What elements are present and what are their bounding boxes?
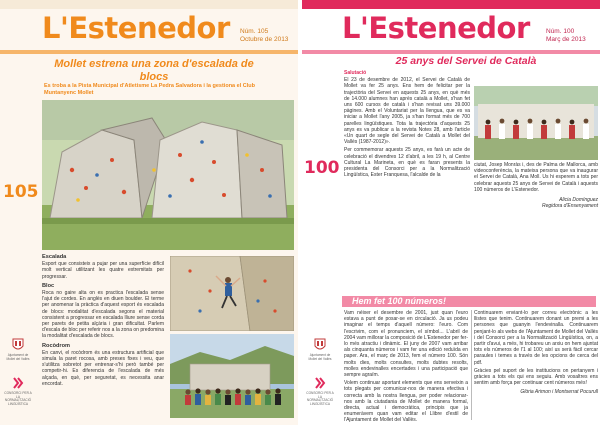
masthead: L'Estenedor [342, 11, 530, 45]
climber-photo [170, 256, 294, 331]
headline: 25 anys del Servei de Català [395, 55, 537, 67]
consorci-logo-icon [313, 376, 327, 390]
climbing-wall-illustration [42, 100, 294, 250]
title-bar [0, 50, 298, 54]
greeting-heading: Salutació [344, 70, 367, 76]
section-col-2-para-2: Gràcies pel suport de les institucions on pertanyem i gràcies a tots els qui ens seguiu. Amb vosaltres ens sentim amb força per continuar cent números més! [474, 367, 598, 387]
consorci-logo [4, 376, 32, 406]
ajuntament-logo [306, 338, 334, 361]
issue-info [546, 28, 586, 44]
signature-1-role: Regidora d'Ensenyament [542, 203, 598, 210]
section-col-2 [474, 310, 598, 396]
consorci-logo-line1: CONSORCI PER A [4, 391, 32, 395]
left-body-text [42, 254, 164, 389]
ajuntament-crest-icon [11, 338, 25, 352]
masthead: L'Estenedor [42, 11, 230, 45]
section-col-1-para-1: Vam néixer el desembre de 2001, just quan l'euro estava a punt de posar-se en circulació. Ja us podeu imaginar el temps d'aquell número: l'euro. Com l'escrivim, com el pronunciem, el símbol... L'abril de 2004 vam millorar la composició de L'Estenedor per fer-lo més atractiu i dinàmic. El juny de 2007 vam arribar als cinquanta números i vam fer una edició reduïda en paper. Ara, el març de 2013, fem el número 100. Són molts dies, molts consultes, molts dubtes resolts, molles endevinalles encertades i una participació que sempre agraïm. [344, 310, 468, 379]
headline: Mollet estrena una zona d'escalada de blocs [54, 58, 254, 83]
consorci-logo-icon [11, 376, 25, 390]
climber-illustration [170, 256, 294, 331]
intro-paragraph: El 23 de desembre de 2012, el Servei de Català de Mollet va fer 25 anys. Ens hem de felicitar per la trajectòria del Servei en aquests 25 anys, en què més de 14.000 alumnes han après català a Mollet, s'han fet uns 600 cursos de català i s'han revisat uns 39.000 pàgines. Amb el Voluntariat per la llengua, que es va iniciar a Mollet l'any 2005, ja s'han format més de 700 parelles lingüístiques. Tota la trajectòria d'aquests 25 anys es va publicar a la revista Notes 28, amb l'article «Un quart de segle del Servei de Català a Mollet del Vallès (1987-2012)». [344, 77, 470, 146]
column-divider [471, 310, 472, 420]
climbing-wall-photo [42, 100, 294, 250]
consorci-logo [306, 376, 334, 406]
issue-number: Núm. 100 [546, 28, 575, 35]
top-bar [0, 0, 298, 9]
left-page [0, 0, 298, 425]
section-heading-escalada: Escalada [42, 254, 67, 260]
consorci-logo-line2: LA NORMALITZACIÓ LINGÜÍSTICA [4, 394, 32, 406]
ajuntament-logo-line2: Mollet del Vallès [308, 356, 332, 361]
section-heading-bloc: Bloc [42, 282, 55, 289]
group-photo [170, 334, 294, 418]
caption-paragraph: ciutat, Josep Monràs i, des de Palma de Mallorca, amb videoconferència, la mateixa persona que va inaugurar el Servei de Català, Ana Moll. Us hi esperem a tots per celebrar aquests 25 anys de Servei de Català i aquests 100 números de L'Estenedor. [474, 162, 598, 193]
right-page [302, 0, 600, 425]
caption-text [474, 162, 598, 209]
section-text-rocodrom: En canvi, el rocòdrom és una estructura artificial que simula la paret rocosa, amb preses fixes i veu, que s'utilitza sobretot per entrenar-s'hi però també per competir-hi. Es diferencia de l'escalada de més alçada, en què, per seguretat, es necessita anar encordat. [42, 349, 164, 387]
subhead: Es troba a la Pista Municipal d'Atletisme La Pedra Salvadora i la gestiona el Club Muntanyenc Mollet [44, 83, 255, 96]
section-col-1 [344, 310, 468, 425]
signature-2: Glòria Arimon i Montserrat Pocurull [520, 389, 598, 396]
issue-date: Octubre de 2013 [240, 36, 289, 43]
page-number: 105 [3, 182, 39, 202]
top-bar [302, 0, 600, 9]
ajuntament-logo-line1: Ajuntament de [309, 353, 331, 357]
section-text-bloc: Roca no gaire alta on es practica l'escalada sense l'ajut de cordes. En anglès en diuen boulder. El terme per anomenar la pràctica d'aquest esport és escalada de blocs: modalitat d'escalada segons el material consistent a progressar en escalada lliure sense corda per parets de petita alçària i gran dificultat. Parlem d'escala de bloc per referir nos a la zona on predomina la modalitat d'escalada de blocs. [42, 290, 164, 340]
title-bar [302, 50, 600, 54]
group-illustration [170, 334, 294, 418]
ajuntament-logo-line2: Mollet del Vallès [6, 356, 30, 361]
issue-info [240, 28, 288, 44]
ajuntament-logo-line1: Ajuntament de [7, 353, 29, 357]
signature-1: Alicia Domínguez [559, 197, 598, 204]
issue-number: Núm. 105 [240, 28, 269, 35]
issue-date: Març de 2013 [546, 36, 586, 43]
section-text-escalada: Esport que consisteix a pujar per una superfície difícil molt vertical utilitzant les quatre extremitats per progressar. [42, 261, 164, 280]
intro-text [344, 70, 470, 180]
ajuntament-logo [4, 338, 32, 361]
consorci-logo-line1: CONSORCI PER A [306, 391, 334, 395]
ajuntament-crest-icon [313, 338, 327, 352]
page-number: 100 [304, 158, 340, 178]
celebration-paragraph: Per commemorar aquests 25 anys, es farà un acte de celebració el divendres 12 d'abril, a les 19 h, al Centre Cultural La Marineta, en què es faran presents la presidenta del Consorci per a la Normalització Lingüística, Ester Franquesa, l'alcalde de la [344, 147, 470, 179]
section-title: Hem fet 100 números! [352, 296, 447, 306]
dancers-illustration [474, 86, 598, 160]
section-heading-rocodrom: Rocòdrom [42, 342, 70, 349]
consorci-logo-line2: LA NORMALITZACIÓ LINGÜÍSTICA [306, 394, 334, 406]
section-col-1-para-2: Volem continuar aportant elements que ens serveixin a tots plegats per comunicar-nos de manera efectiva i correcta amb la nostra llengua, per poder relacionar-nos amb la ciutadania de Mollet de manera formal, directa, actual i democràtica, principis que ja enumeràvem quan vam editar el Llibre d'estil de l'Ajuntament de Mollet del Vallès. [344, 380, 468, 424]
dancers-photo [474, 86, 598, 160]
section-col-2-para-1: Continuarem enviant-lo per correu electrònic a les llistes que tenim. Continuarem donant un premi a les persones que guanyin l'endevinalla. Continuarem penjant-lo als webs de l'Ajuntament de Mollet del Vallès i del Consorci per a la Normalització Lingüística, on, a partir d'avui, a més, hi trobareu un arxiu on hem ajuntat tots els números de l'1 al 100; així us serà fàcil cercar paraules i temes a través de les opcions de cerca del pdf. [474, 310, 598, 366]
